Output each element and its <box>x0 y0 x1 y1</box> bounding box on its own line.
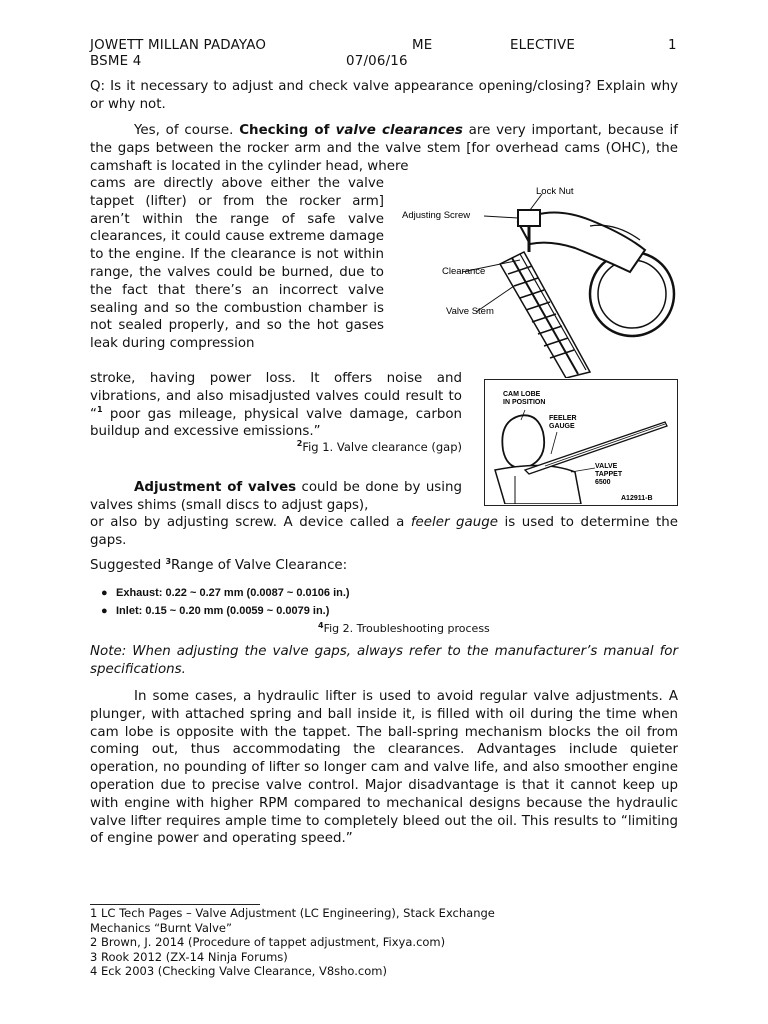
list-item <box>101 587 616 599</box>
para2-italic: feeler gauge <box>410 515 498 530</box>
footnote-1: 1 LC Tech Pages – Valve Adjustment (LC Engineering), Stack Exchange Mechanics “Burnt Valve” <box>90 906 495 935</box>
paragraph-adjustment-cont <box>90 514 678 550</box>
paragraph-valve-clearance-wide <box>90 370 462 441</box>
fig2-caption <box>318 622 490 635</box>
author-name: JOWETT MILLAN PADAYAO <box>90 38 267 53</box>
section-label: BSME 4 <box>90 54 142 69</box>
para1-bold-italic: valve clearances <box>335 123 463 138</box>
question-text: Q: Is it necessary to adjust and check valve appearance opening/closing? Explain why or why not. <box>90 79 678 112</box>
label-figure-code: A12911-B <box>621 495 653 502</box>
inlet-clearance: Inlet: 0.15 ~ 0.20 mm (0.0059 ~ 0.0079 in.) <box>116 605 330 617</box>
para1-lead: Yes, of course. <box>134 123 240 138</box>
fig1-caption <box>90 440 462 454</box>
subject-label: ELECTIVE <box>510 38 576 53</box>
footnote-ref-1: 1 <box>96 404 103 414</box>
label-valve: VALVE <box>595 463 618 470</box>
para1-wide-a: stroke, having power loss. It offers noise and vibrations, and also misadjusted valves could result to “ <box>90 371 462 422</box>
rocker-arm-diagram <box>400 182 680 378</box>
paragraph-hydraulic-lifter <box>90 688 678 848</box>
bullet-icon: ● <box>101 605 108 617</box>
fig1-caption-text: Fig 1. Valve clearance (gap) <box>302 440 462 454</box>
feeler-gauge-diagram <box>485 380 676 504</box>
footnote-ref-4: 4 <box>318 621 324 630</box>
label-in-position: IN POSITION <box>503 399 546 406</box>
footnote-divider <box>90 904 260 905</box>
suggested-range-heading <box>90 558 678 573</box>
suggested-pre: Suggested <box>90 558 166 573</box>
para2-a: could be done by using valves shims (small discs to adjust gaps), <box>90 480 462 513</box>
paragraph-valve-clearance <box>90 122 678 175</box>
footnote-ref-2: 2 <box>296 439 303 448</box>
para1-bold: Checking of <box>239 123 336 138</box>
paragraph-adjustment <box>90 479 462 515</box>
para1-rest: are very important, because if the gaps between the rocker arm and the valve stem [for overhead cams (OHC), the camshaft is located in the cylinder head, where <box>90 123 678 174</box>
suggested-post: Range of Valve Clearance: <box>171 558 348 573</box>
label-tappet: TAPPET <box>595 471 623 478</box>
para2-b: or also by adjusting screw. A device called a <box>90 515 411 530</box>
exhaust-clearance: Exhaust: 0.22 ~ 0.27 mm (0.0087 ~ 0.0106 in.) <box>116 587 350 599</box>
label-part-number: 6500 <box>595 479 611 486</box>
figure-feeler-gauge <box>484 379 678 506</box>
para2-bold: Adjustment of valves <box>134 480 297 495</box>
label-feeler: FEELER <box>549 415 577 422</box>
note-text: Note: When adjusting the valve gaps, always refer to the manufacturer’s manual for specifications. <box>90 644 678 677</box>
page-number: 1 <box>668 38 677 53</box>
label-lock-nut: Lock Nut <box>536 186 574 197</box>
footnote-ref-3: 3 <box>165 557 172 566</box>
para3-text: In some cases, a hydraulic lifter is used to avoid regular valve adjustments. A plunger, with attached spring and ball inside it, is filled with oil during the time when cam lobe is opposite with the tappet. The ball-spring mechanism blocks the oil from coming out, thus accommodating the clearances. Advantages include quieter operation, no pounding of lifter so longer cam and valve life, and also smoother engine operation due to precise valve control. Major disadvantage is that it cannot keep up with engine with higher RPM compared to mechanical designs because the hydraulic valve lifter requires ample time to completely bleed out the oil. This results to “limiting of engine power and operating speed.” <box>90 689 678 847</box>
footnote-2: 2 Brown, J. 2014 (Procedure of tappet adjustment, Fixya.com) <box>90 935 446 950</box>
label-clearance: Clearance <box>442 266 486 277</box>
label-valve-stem: Valve Stem <box>446 306 494 317</box>
label-adjusting-screw: Adjusting Screw <box>402 210 471 221</box>
course-label: ME <box>412 38 433 53</box>
para1-wide-b: poor gas mileage, physical valve damage, carbon buildup and excessive emissions.” <box>90 406 462 440</box>
fig2-caption-text: Fig 2. Troubleshooting process <box>323 622 490 635</box>
footnote-4: 4 Eck 2003 (Checking Valve Clearance, V8sho.com) <box>90 964 387 979</box>
label-cam-lobe: CAM LOBE <box>503 391 541 398</box>
bullet-icon: ● <box>101 587 108 599</box>
figure-valve-clearance <box>400 182 680 378</box>
footnotes <box>90 906 510 979</box>
footnote-3: 3 Rook 2012 (ZX-14 Ninja Forums) <box>90 949 288 964</box>
document-date: 07/06/16 <box>346 54 408 69</box>
para2-c: is used to determine the gaps. <box>90 515 678 548</box>
paragraph-valve-clearance-narrow: cams are directly above either the valve tappet (lifter) or from the rocker arm] aren’t within the range of safe valve clearances, it could cause extreme damage to the engine. If the clearance is not within range, the valves could be burned, due to the fact that there’s an incorrect valve sealing and so the combustion chamber is not sealed properly, and so the hot gases leak during compression <box>90 176 384 352</box>
list-item <box>101 605 616 617</box>
label-gauge: GAUGE <box>549 423 575 430</box>
document-subheader <box>90 54 678 72</box>
